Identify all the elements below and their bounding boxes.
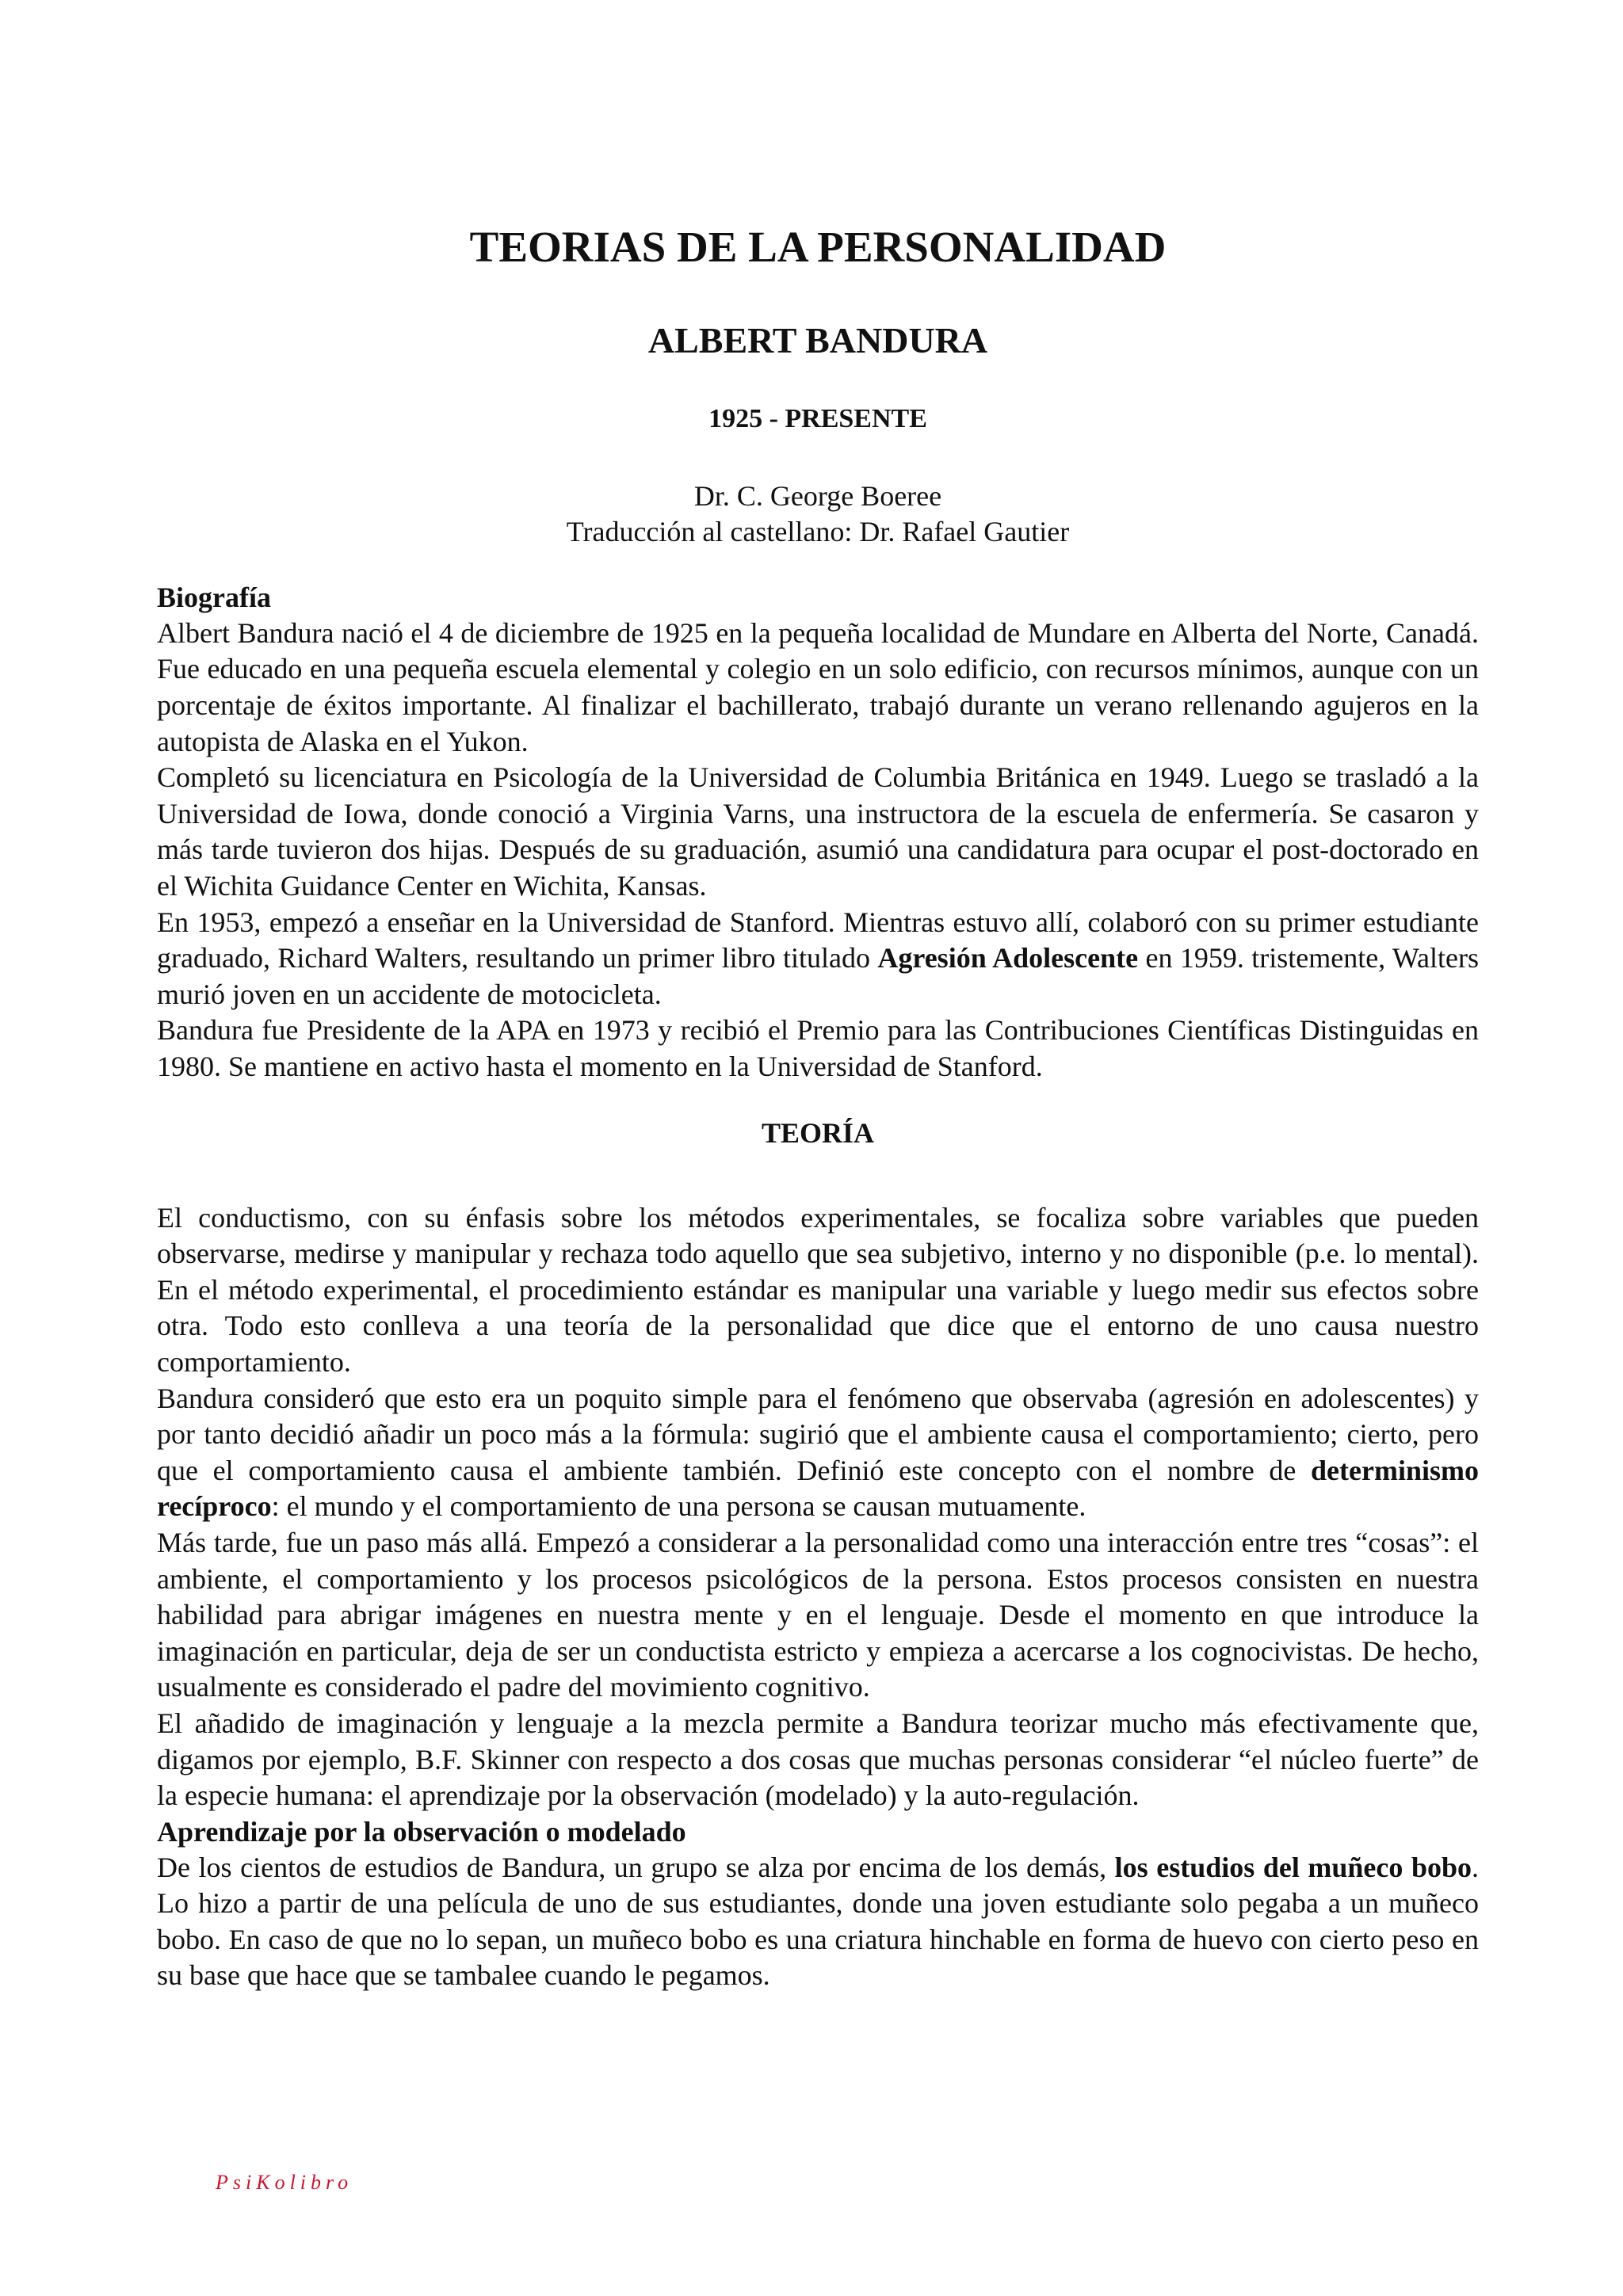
- paragraph-text: De los cientos de estudios de Bandura, un grupo se alza por encima de los demás,: [157, 1851, 1115, 1883]
- paragraph: Más tarde, fue un paso más allá. Empezó a considerar a la personalidad como una interacción entre tres “cosas”: el ambiente, el comportamiento y los procesos psicológicos de la persona. Estos procesos consisten en nuestra habilidad para abrigar imágenes en nuestra mente y en el lenguaje. Desde el momento en que introduce la imaginación en particular, deja de ser un conductista estricto y empieza a acercarse a los cognocivistas. De hecho, usualmente es considerado el padre del movimiento cognitivo.: [157, 1526, 1479, 1703]
- paragraph: [157, 905, 1479, 1013]
- translator-credit: Traducción al castellano: Dr. Rafael Gautier: [566, 515, 1070, 547]
- section-aprendizaje: [157, 1814, 1479, 1994]
- paragraph: El añadido de imaginación y lenguaje a la mezcla permite a Bandura teorizar mucho más efectivamente que, digamos por ejemplo, B.F. Skinner con respecto a dos cosas que muchas personas considerar “el núcleo fuerte” de la especie humana: el aprendizaje por la observación (modelado) y la auto-regulación.: [157, 1707, 1479, 1812]
- paragraph-text: En 1953, empezó a enseñar en la Universidad de Stanford. Mientras estuvo allí, colaboró con su primer estudiante graduado, Richard Walters, resultando un primer libro titulado: [157, 906, 1479, 974]
- paragraph-text: en 1959. tristemente, Walters murió joven en un accidente de motocicleta.: [157, 942, 1479, 1010]
- section-biografia: [157, 580, 1479, 1085]
- page-content: [157, 223, 1479, 1994]
- key-term: los estudios del muñeco bobo: [1114, 1851, 1472, 1883]
- heading-teoria: TEORÍA: [761, 1116, 875, 1149]
- life-dates: 1925 - PRESENTE: [708, 404, 927, 434]
- author-credit: Dr. C. George Boeree: [693, 479, 942, 512]
- key-term: determinismo recíproco: [157, 1454, 1479, 1523]
- paragraph: Completó su licenciatura en Psicología de la Universidad de Columbia Británica en 1949. Luego se trasladó a la Universidad de Iowa, donde conoció a Virginia Varns, una instructora de la escuela de enfermería. Se casaron y más tarde tuvieron dos hijas. Después de su graduación, asumió una candidatura para ocupar el post-doctorado en el Wichita Guidance Center en Wichita, Kansas.: [157, 761, 1479, 902]
- paragraph: Albert Bandura nació el 4 de diciembre de 1925 en la pequeña localidad de Mundare en Alberta del Norte, Canadá. Fue educado en una pequeña escuela elemental y colegio en un solo edificio, con recursos mínimos, aunque con un porcentaje de éxitos importante. Al finalizar el bachillerato, trabajó durante un verano rellenando agujeros en la autopista de Alaska en el Yukon.: [157, 616, 1479, 757]
- section-teoria: [157, 1116, 1479, 1814]
- heading-biografia: Biografía: [157, 581, 271, 613]
- credits: [157, 479, 1479, 550]
- footer-brand: PsiKolibro: [216, 2171, 353, 2194]
- paragraph: El conductismo, con su énfasis sobre los métodos experimentales, se focaliza sobre variables que pueden observarse, medirse y manipular y rechaza todo aquello que sea subjetivo, interno y no disponible (p.e. lo mental). En el método experimental, el procedimiento estándar es manipular una variable y luego medir sus efectos sobre otra. Todo esto conlleva a una teoría de la personalidad que dice que el entorno de uno causa nuestro comportamiento.: [157, 1201, 1479, 1378]
- document-title: TEORIAS DE LA PERSONALIDAD: [469, 223, 1167, 271]
- book-title: Agresión Adolescente: [877, 942, 1139, 974]
- heading-aprendizaje: Aprendizaje por la observación o modelado: [157, 1815, 686, 1848]
- paragraph-text: Bandura consideró que esto era un poquito simple para el fenómeno que observaba (agresión en adolescentes) y por tanto decidió añadir un poco más a la fórmula: sugirió que el ambiente causa el comportamiento; cierto, pero que el comportamiento causa el ambiente también. Definió este concepto con el nombre de: [157, 1382, 1479, 1486]
- document-subtitle: ALBERT BANDURA: [647, 319, 988, 360]
- paragraph-text: . Lo hizo a partir de una película de uno de sus estudiantes, donde una joven estudiante solo pegaba a un muñeco bobo. En caso de que no lo sepan, un muñeco bobo es una criatura hinchable en forma de huevo con cierto peso en su base que hace que se tambalee cuando le pegamos.: [157, 1851, 1479, 1992]
- paragraph: Bandura fue Presidente de la APA en 1973 y recibió el Premio para las Contribuciones Científicas Distinguidas en 1980. Se mantiene en activo hasta el momento en la Universidad de Stanford.: [157, 1014, 1479, 1083]
- paragraph: [157, 1850, 1479, 1994]
- paragraph: [157, 1381, 1479, 1525]
- paragraph-text: : el mundo y el comportamiento de una persona se causan mutuamente.: [271, 1490, 1086, 1523]
